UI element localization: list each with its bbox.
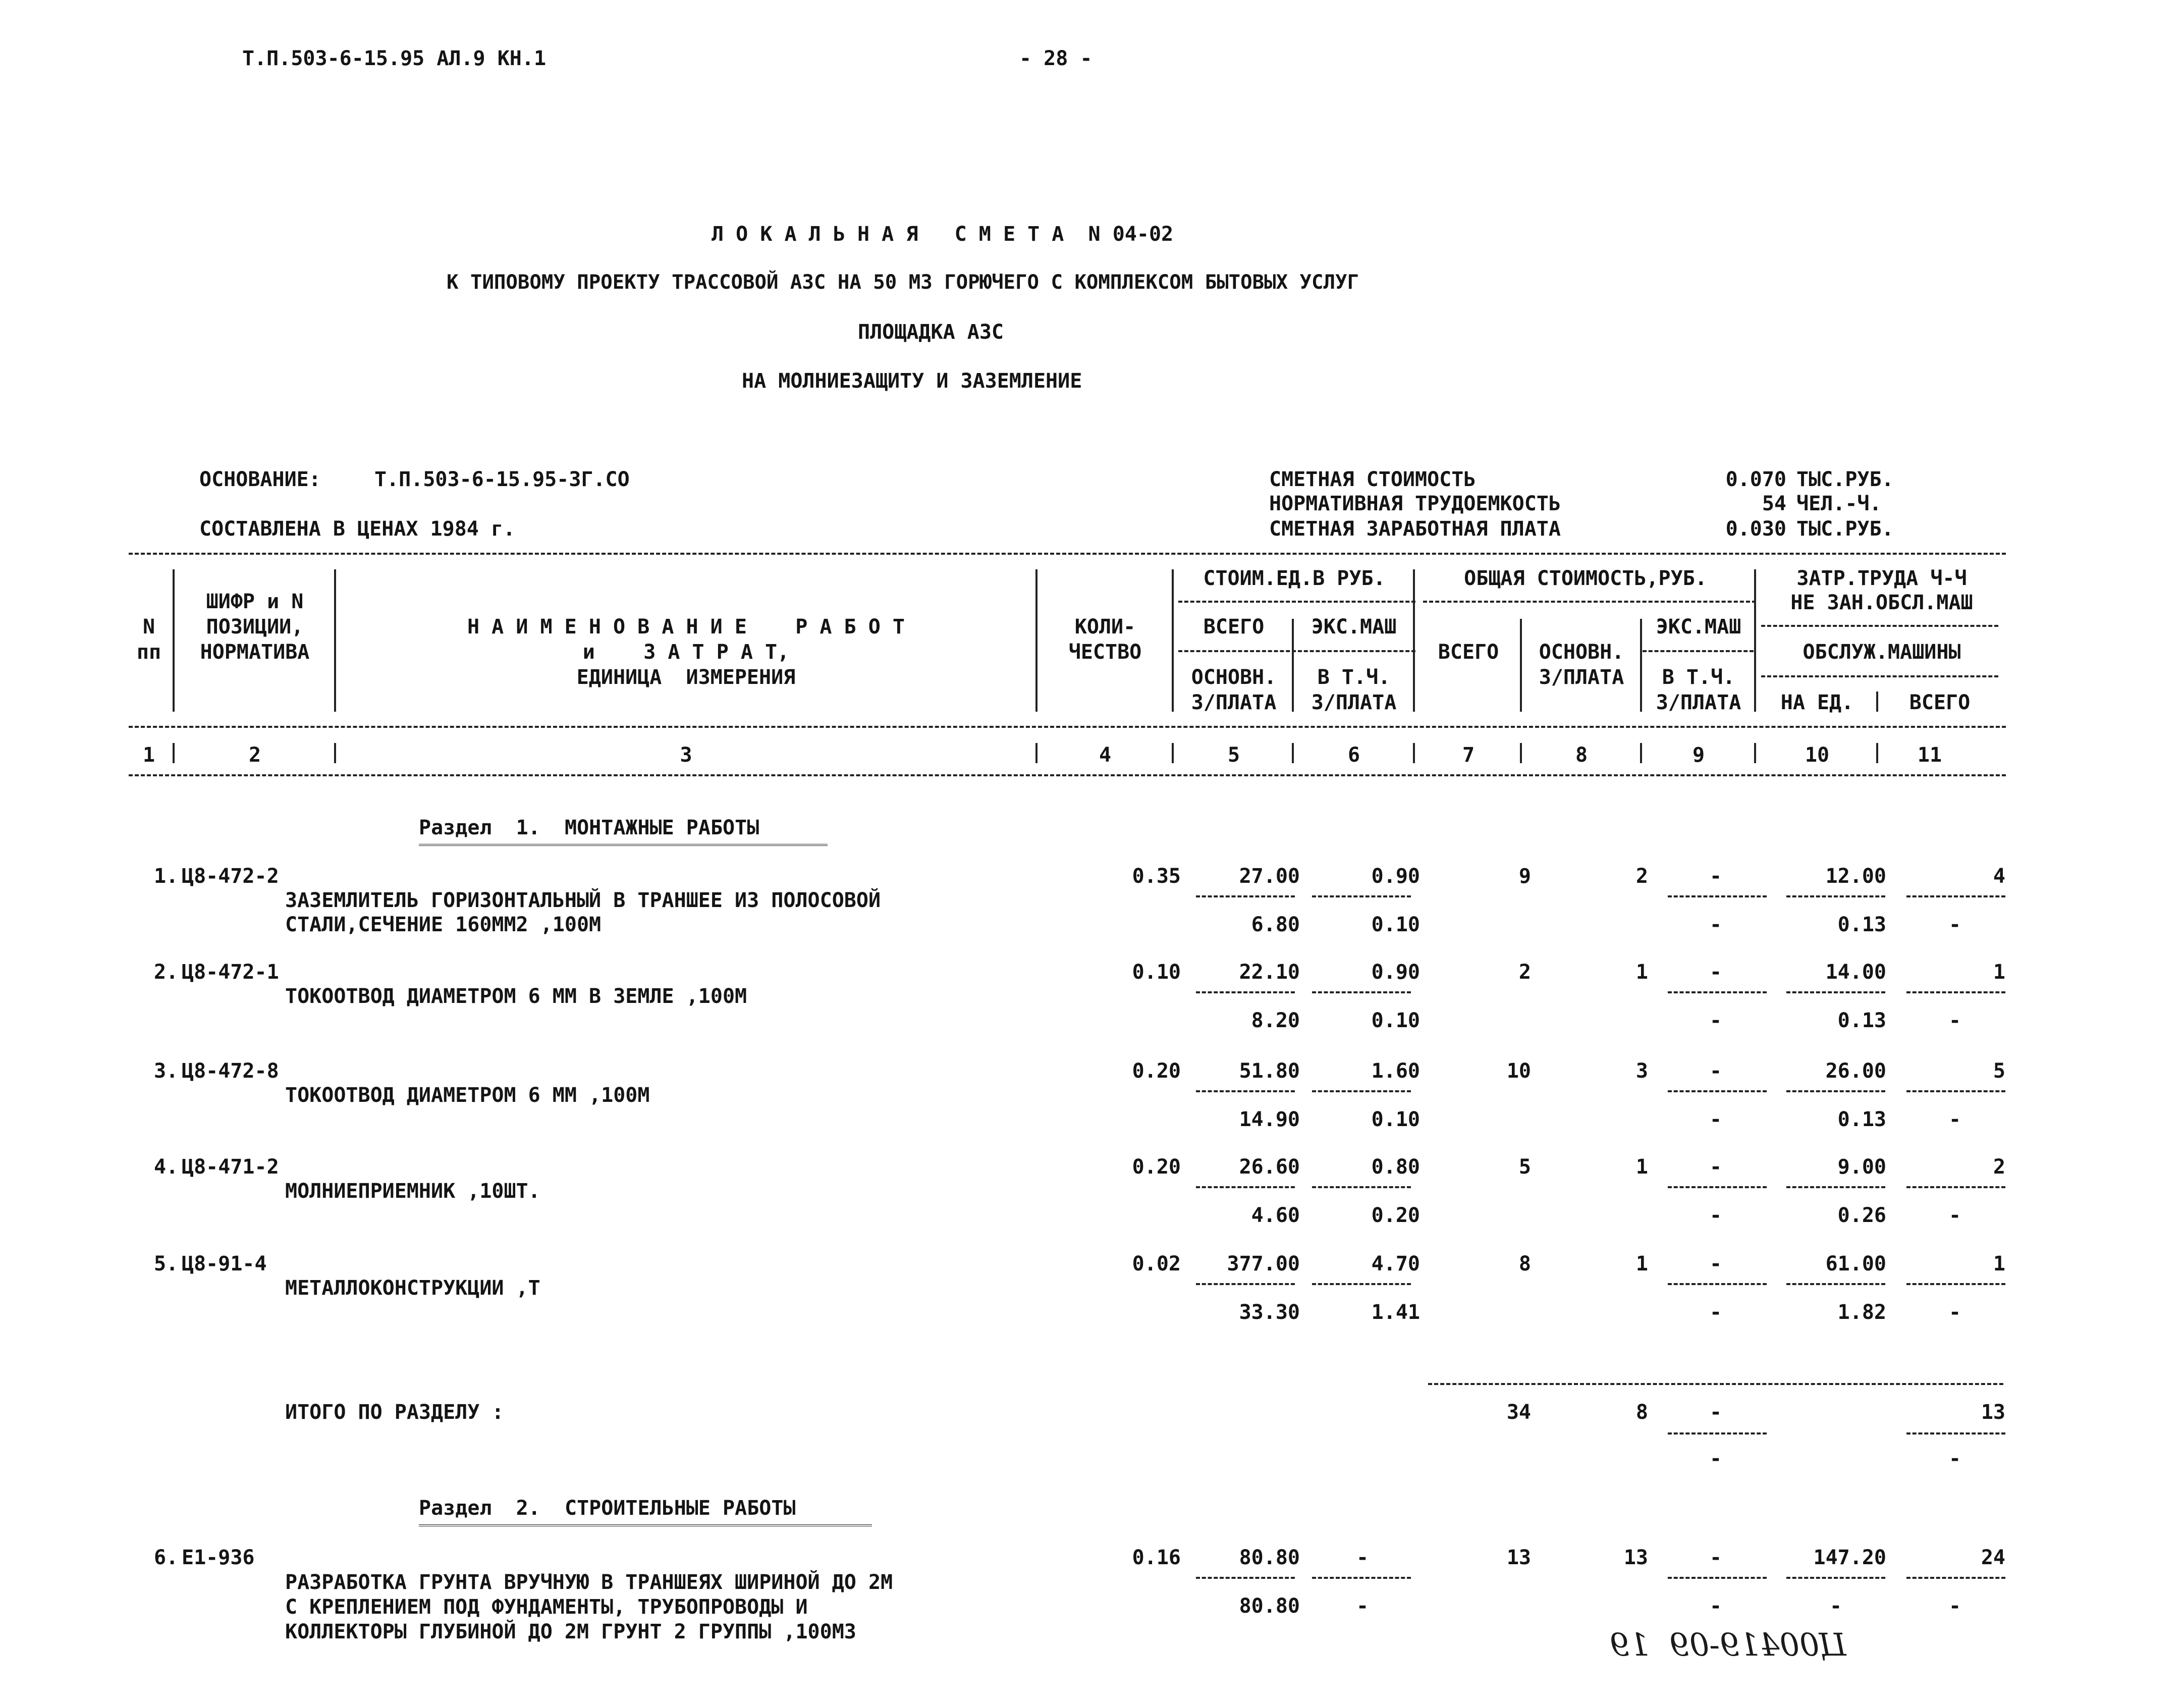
row-c7: 8 bbox=[1518, 1252, 1531, 1275]
row-name: ЗАЗЕМЛИТЕЛЬ ГОРИЗОНТАЛЬНЫЙ В ТРАНШЕЕ ИЗ ПОЛОСОВОЙ bbox=[285, 889, 881, 912]
row-c9-rule bbox=[1668, 1186, 1767, 1188]
row-c5: 22.10 bbox=[1239, 961, 1300, 984]
row-c9b: - bbox=[1709, 1009, 1722, 1032]
numbers-divider bbox=[1172, 743, 1174, 763]
row-c5-rule bbox=[1196, 1090, 1295, 1092]
row-c9: - bbox=[1709, 961, 1722, 984]
row-c10b: 0.13 bbox=[1837, 1108, 1886, 1131]
row-c6: 0.90 bbox=[1371, 865, 1420, 888]
section1-total-label: ИТОГО ПО РАЗДЕЛУ : bbox=[285, 1401, 504, 1424]
header-divider bbox=[1876, 692, 1878, 712]
header-divider bbox=[1035, 569, 1038, 712]
header-g3-rule2 bbox=[1761, 675, 1998, 677]
row6-c5b: 80.80 bbox=[1239, 1594, 1300, 1618]
row-c11b: - bbox=[1948, 1009, 1961, 1032]
row-c7: 10 bbox=[1506, 1059, 1531, 1083]
row-c10: 61.00 bbox=[1825, 1252, 1886, 1275]
site-title: ПЛОЩАДКА АЗС bbox=[858, 321, 1004, 344]
numbers-divider bbox=[1640, 743, 1642, 763]
summary-label-labor: НОРМАТИВНАЯ ТРУДОЕМКОСТЬ bbox=[1269, 492, 1561, 515]
document-ref: Т.П.503-6-15.95 АЛ.9 КН.1 bbox=[242, 47, 547, 70]
col-number: 3 bbox=[680, 743, 692, 767]
col4-header-l2: ЧЕСТВО bbox=[1068, 641, 1142, 664]
row-c11-rule bbox=[1906, 991, 2005, 993]
row6-c5: 80.80 bbox=[1239, 1546, 1300, 1569]
row-c6-rule bbox=[1312, 1186, 1411, 1188]
row-c11-rule bbox=[1906, 895, 2005, 897]
col5-header-l1: ВСЕГО bbox=[1203, 615, 1265, 639]
section1-title: Раздел 1. МОНТАЖНЫЕ РАБОТЫ bbox=[419, 816, 759, 839]
col9-header-l3: З/ПЛАТА bbox=[1656, 691, 1741, 714]
summary-unit-wage: ТЫС.РУБ. bbox=[1796, 517, 1894, 541]
header-divider bbox=[1413, 569, 1415, 712]
handwritten-archive-number: Ц00419-09 19 bbox=[1610, 1626, 1847, 1663]
header-group1-rule bbox=[1178, 601, 1415, 603]
row6-c10: 147.20 bbox=[1813, 1546, 1886, 1569]
row-c6b: 1.41 bbox=[1371, 1301, 1420, 1324]
row-c9: - bbox=[1709, 1252, 1722, 1275]
row-c10b: 0.26 bbox=[1837, 1204, 1886, 1227]
row-c5: 26.60 bbox=[1239, 1155, 1300, 1179]
col3-header-l3: ЕДИНИЦА ИЗМЕРЕНИЯ bbox=[576, 666, 796, 689]
row6-c6-rule bbox=[1312, 1577, 1411, 1579]
row-c6: 0.90 bbox=[1371, 961, 1420, 984]
row-c10-rule bbox=[1786, 1283, 1885, 1285]
row-c10: 26.00 bbox=[1825, 1059, 1886, 1083]
row-c5: 51.80 bbox=[1239, 1059, 1300, 1083]
summary-value-cost: 0.070 bbox=[1725, 468, 1786, 491]
row-c8: 1 bbox=[1635, 1252, 1648, 1275]
section1-total-c11b: - bbox=[1948, 1447, 1961, 1470]
row-c6-rule bbox=[1312, 1090, 1411, 1092]
row-qty: 0.20 bbox=[1132, 1059, 1181, 1083]
header-c9-rule bbox=[1643, 650, 1754, 652]
row-c9: - bbox=[1709, 865, 1722, 888]
row-c11b: - bbox=[1948, 1204, 1961, 1227]
row-c11-rule bbox=[1906, 1090, 2005, 1092]
section2-title: Раздел 2. СТРОИТЕЛЬНЫЕ РАБОТЫ bbox=[419, 1497, 796, 1520]
header-divider bbox=[1520, 619, 1522, 712]
col11-header: ВСЕГО bbox=[1909, 691, 1971, 714]
row-c6-rule bbox=[1312, 1283, 1411, 1285]
row-c6b: 0.10 bbox=[1371, 1108, 1420, 1131]
row-c6-rule bbox=[1312, 991, 1411, 993]
row-c5b: 14.90 bbox=[1239, 1108, 1300, 1131]
numbers-divider bbox=[1035, 743, 1038, 763]
header-divider bbox=[1754, 569, 1756, 712]
row-code: Ц8-472-8 bbox=[182, 1059, 279, 1083]
col5-header-l3: З/ПЛАТА bbox=[1191, 691, 1277, 714]
row6-c9b: - bbox=[1709, 1594, 1722, 1618]
header-group2-rule bbox=[1423, 601, 1756, 603]
row-num: 3. bbox=[154, 1059, 179, 1083]
row-c8: 1 bbox=[1635, 961, 1648, 984]
row-c9b: - bbox=[1709, 1108, 1722, 1131]
section1-total-c7: 34 bbox=[1506, 1401, 1531, 1424]
numbers-divider bbox=[334, 743, 336, 763]
col6-header-l3: З/ПЛАТА bbox=[1311, 691, 1397, 714]
row6-c10-rule bbox=[1786, 1577, 1885, 1579]
row-c11: 4 bbox=[1993, 865, 2005, 888]
row-c6: 4.70 bbox=[1371, 1252, 1420, 1275]
row-c5-rule bbox=[1196, 991, 1295, 993]
numbers-divider bbox=[1520, 743, 1522, 763]
row-c5-rule bbox=[1196, 895, 1295, 897]
header-divider bbox=[1640, 619, 1642, 712]
header-divider bbox=[334, 569, 336, 712]
row-c9: - bbox=[1709, 1155, 1722, 1179]
row-num: 2. bbox=[154, 961, 179, 984]
row-c11: 1 bbox=[1993, 961, 2005, 984]
row-num: 5. bbox=[154, 1252, 179, 1275]
row-qty: 0.02 bbox=[1132, 1252, 1181, 1275]
col-number: 5 bbox=[1227, 743, 1240, 767]
row6-c10b: - bbox=[1829, 1594, 1842, 1618]
header-divider bbox=[1172, 569, 1174, 712]
row-code: Ц8-471-2 bbox=[182, 1155, 279, 1179]
numbers-divider bbox=[173, 743, 175, 763]
col-number: 4 bbox=[1099, 743, 1112, 767]
header-divider bbox=[1292, 619, 1294, 712]
row-name: ТОКООТВОД ДИАМЕТРОМ 6 ММ ,100М bbox=[285, 1084, 650, 1107]
summary-value-wage: 0.030 bbox=[1725, 517, 1786, 541]
col-number: 8 bbox=[1575, 743, 1588, 767]
row-num: 4. bbox=[154, 1155, 179, 1179]
section1-total-c9: - bbox=[1709, 1401, 1722, 1424]
row-c8: 2 bbox=[1635, 865, 1648, 888]
row-c10b: 0.13 bbox=[1837, 1009, 1886, 1032]
col1-header-l2: пп bbox=[136, 641, 161, 664]
row6-c8: 13 bbox=[1623, 1546, 1648, 1569]
col-number: 2 bbox=[248, 743, 261, 767]
header-c5-rule bbox=[1178, 650, 1415, 652]
numbers-bottom-rule bbox=[129, 774, 2006, 776]
col5-header-l2: ОСНОВН. bbox=[1191, 666, 1277, 689]
row6-c6b: - bbox=[1356, 1594, 1369, 1618]
row-code: Ц8-91-4 bbox=[182, 1252, 267, 1275]
row-c6b: 0.10 bbox=[1371, 1009, 1420, 1032]
col10-header: НА ЕД. bbox=[1780, 691, 1854, 714]
row-c5-rule bbox=[1196, 1283, 1295, 1285]
row-c6: 1.60 bbox=[1371, 1059, 1420, 1083]
price-base: СОСТАВЛЕНА В ЦЕНАХ 1984 г. bbox=[199, 517, 516, 541]
row-c10-rule bbox=[1786, 1186, 1885, 1188]
row-c11-rule bbox=[1906, 1186, 2005, 1188]
row-qty: 0.20 bbox=[1132, 1155, 1181, 1179]
row-c6: 0.80 bbox=[1371, 1155, 1420, 1179]
summary-value-labor: 54 bbox=[1762, 492, 1786, 515]
summary-label-cost: СМЕТНАЯ СТОИМОСТЬ bbox=[1269, 468, 1476, 491]
col3-header-l1: Н А И М Е Н О В А Н И Е Р А Б О Т bbox=[467, 615, 905, 639]
row-c10: 9.00 bbox=[1837, 1155, 1886, 1179]
total-top-rule bbox=[1428, 1383, 2003, 1385]
row-c5b: 6.80 bbox=[1251, 913, 1300, 936]
col6-header-l2: В Т.Ч. bbox=[1317, 666, 1391, 689]
row6-c6: - bbox=[1356, 1546, 1369, 1569]
row-qty: 0.10 bbox=[1132, 961, 1181, 984]
col4-header-l1: КОЛИ- bbox=[1074, 615, 1136, 639]
col8-header-l1: ОСНОВН. bbox=[1539, 641, 1624, 664]
row-c10b: 1.82 bbox=[1837, 1301, 1886, 1324]
numbers-divider bbox=[1413, 743, 1415, 763]
total-c11-rule bbox=[1906, 1432, 2005, 1434]
col7-header: ВСЕГО bbox=[1438, 641, 1499, 664]
section1-total-c11: 13 bbox=[1981, 1401, 2005, 1424]
row6-c9: - bbox=[1709, 1546, 1722, 1569]
row-c11b: - bbox=[1948, 1301, 1961, 1324]
row6-name1: РАЗРАБОТКА ГРУНТА ВРУЧНУЮ В ТРАНШЕЯХ ШИРИНОЙ ДО 2М bbox=[285, 1571, 893, 1594]
group1-header: СТОИМ.ЕД.В РУБ. bbox=[1203, 567, 1386, 590]
col6-header-l1: ЭКС.МАШ bbox=[1311, 615, 1397, 639]
col-number: 10 bbox=[1805, 743, 1830, 767]
col1-header-l1: N bbox=[142, 615, 155, 639]
row-c5: 377.00 bbox=[1227, 1252, 1300, 1275]
row-c7: 5 bbox=[1518, 1155, 1531, 1179]
row6-c5-rule bbox=[1196, 1577, 1295, 1579]
col9-header-l2: В Т.Ч. bbox=[1662, 666, 1735, 689]
row-name: ТОКООТВОД ДИАМЕТРОМ 6 ММ В ЗЕМЛЕ ,100М bbox=[285, 985, 747, 1008]
row-c5-rule bbox=[1196, 1186, 1295, 1188]
row6-name3: КОЛЛЕКТОРЫ ГЛУБИНОЙ ДО 2М ГРУНТ 2 ГРУППЫ ,100М3 bbox=[285, 1620, 856, 1643]
total-c9-rule bbox=[1668, 1432, 1767, 1434]
section1-total-c9b: - bbox=[1709, 1447, 1722, 1470]
row-c5b: 4.60 bbox=[1251, 1204, 1300, 1227]
table-top-rule bbox=[129, 553, 2006, 555]
row6-c11b: - bbox=[1948, 1594, 1961, 1618]
row-code: Ц8-472-2 bbox=[182, 865, 279, 888]
row6-c9-rule bbox=[1668, 1577, 1767, 1579]
row-c9-rule bbox=[1668, 1090, 1767, 1092]
numbers-divider bbox=[1292, 743, 1294, 763]
row-c10: 12.00 bbox=[1825, 865, 1886, 888]
row-c5: 27.00 bbox=[1239, 865, 1300, 888]
col9-header-l1: ЭКС.МАШ bbox=[1656, 615, 1741, 639]
row-num: 1. bbox=[154, 865, 179, 888]
row-c5b: 8.20 bbox=[1251, 1009, 1300, 1032]
row6-qty: 0.16 bbox=[1132, 1546, 1181, 1569]
col2-header-l2: ПОЗИЦИИ, bbox=[206, 615, 304, 639]
row-c8: 1 bbox=[1635, 1155, 1648, 1179]
row-c9b: - bbox=[1709, 1301, 1722, 1324]
estimate-subtitle: К ТИПОВОМУ ПРОЕКТУ ТРАССОВОЙ АЗС НА 50 М3 ГОРЮЧЕГО С КОМПЛЕКСОМ БЫТОВЫХ УСЛУГ bbox=[447, 271, 1359, 294]
summary-unit-labor: ЧЕЛ.-Ч. bbox=[1796, 492, 1882, 515]
col-number: 11 bbox=[1917, 743, 1942, 767]
summary-label-wage: СМЕТНАЯ ЗАРАБОТНАЯ ПЛАТА bbox=[1269, 517, 1561, 541]
row-code: Ц8-472-1 bbox=[182, 961, 279, 984]
row6-c7: 13 bbox=[1506, 1546, 1531, 1569]
row-c5b: 33.30 bbox=[1239, 1301, 1300, 1324]
row6-code: Е1-936 bbox=[182, 1546, 255, 1569]
section1-total-c8: 8 bbox=[1635, 1401, 1648, 1424]
summary-unit-cost: ТЫС.РУБ. bbox=[1796, 468, 1894, 491]
header-divider bbox=[173, 569, 175, 712]
row6-num: 6. bbox=[154, 1546, 179, 1569]
section1-underline bbox=[419, 844, 828, 849]
row-c10-rule bbox=[1786, 1090, 1885, 1092]
group3-header-l2: НЕ ЗАН.ОБСЛ.МАШ bbox=[1790, 591, 1973, 614]
row-c9: - bbox=[1709, 1059, 1722, 1083]
row-c10-rule bbox=[1786, 895, 1885, 897]
row-c7: 9 bbox=[1518, 865, 1531, 888]
row-c11: 1 bbox=[1993, 1252, 2005, 1275]
row6-c11-rule bbox=[1906, 1577, 2005, 1579]
work-title: НА МОЛНИЕЗАЩИТУ И ЗАЗЕМЛЕНИЕ bbox=[742, 369, 1082, 393]
row-c11b: - bbox=[1948, 1108, 1961, 1131]
col2-header-l3: НОРМАТИВА bbox=[200, 641, 310, 664]
row-c9-rule bbox=[1668, 895, 1767, 897]
header-g3-rule1 bbox=[1761, 625, 1998, 627]
row-c7: 2 bbox=[1518, 961, 1531, 984]
group2-header: ОБЩАЯ СТОИМОСТЬ,РУБ. bbox=[1464, 567, 1707, 590]
section2-underline bbox=[419, 1524, 872, 1529]
row-qty: 0.35 bbox=[1132, 865, 1181, 888]
row-c9-rule bbox=[1668, 991, 1767, 993]
row-c11: 2 bbox=[1993, 1155, 2005, 1179]
row6-c11: 24 bbox=[1981, 1546, 2005, 1569]
col2-header-l1: ШИФР и N bbox=[206, 590, 304, 613]
row-name: МОЛНИЕПРИЕМНИК ,10ШТ. bbox=[285, 1180, 540, 1203]
row-c11: 5 bbox=[1993, 1059, 2005, 1083]
row-c6b: 0.10 bbox=[1371, 913, 1420, 936]
estimate-title: Л О К А Л Ь Н А Я С М Е Т А N 04-02 bbox=[712, 223, 1174, 246]
row-c11b: - bbox=[1948, 913, 1961, 936]
row-c8: 3 bbox=[1635, 1059, 1648, 1083]
numbers-divider bbox=[1754, 743, 1756, 763]
header-bottom-rule bbox=[129, 726, 2006, 728]
col-number: 7 bbox=[1462, 743, 1475, 767]
row-c11-rule bbox=[1906, 1283, 2005, 1285]
col-number: 6 bbox=[1347, 743, 1360, 767]
row-c9b: - bbox=[1709, 1204, 1722, 1227]
row-c10b: 0.13 bbox=[1837, 913, 1886, 936]
row-c9b: - bbox=[1709, 913, 1722, 936]
row-c10: 14.00 bbox=[1825, 961, 1886, 984]
group3-header-l1: ЗАТР.ТРУДА Ч-Ч bbox=[1796, 567, 1967, 590]
row-c6-rule bbox=[1312, 895, 1411, 897]
row-name: МЕТАЛЛОКОНСТРУКЦИИ ,Т bbox=[285, 1277, 540, 1300]
page-number: - 28 - bbox=[1019, 47, 1093, 70]
row-c9-rule bbox=[1668, 1283, 1767, 1285]
col-number: 9 bbox=[1692, 743, 1705, 767]
basis-label: ОСНОВАНИЕ: bbox=[199, 468, 321, 491]
row-name-cont: СТАЛИ,СЕЧЕНИЕ 160ММ2 ,100М bbox=[285, 913, 602, 936]
numbers-divider bbox=[1876, 743, 1878, 763]
basis-value: Т.П.503-6-15.95-ЗГ.СО bbox=[374, 468, 630, 491]
col3-header-l2: и З А Т Р А Т, bbox=[582, 641, 790, 664]
col8-header-l2: З/ПЛАТА bbox=[1539, 666, 1624, 689]
group3-header-l3: ОБСЛУЖ.МАШИНЫ bbox=[1803, 641, 1961, 664]
row-c10-rule bbox=[1786, 991, 1885, 993]
col-number: 1 bbox=[142, 743, 155, 767]
row-c6b: 0.20 bbox=[1371, 1204, 1420, 1227]
row6-name2: С КРЕПЛЕНИЕМ ПОД ФУНДАМЕНТЫ, ТРУБОПРОВОДЫ И bbox=[285, 1596, 808, 1619]
